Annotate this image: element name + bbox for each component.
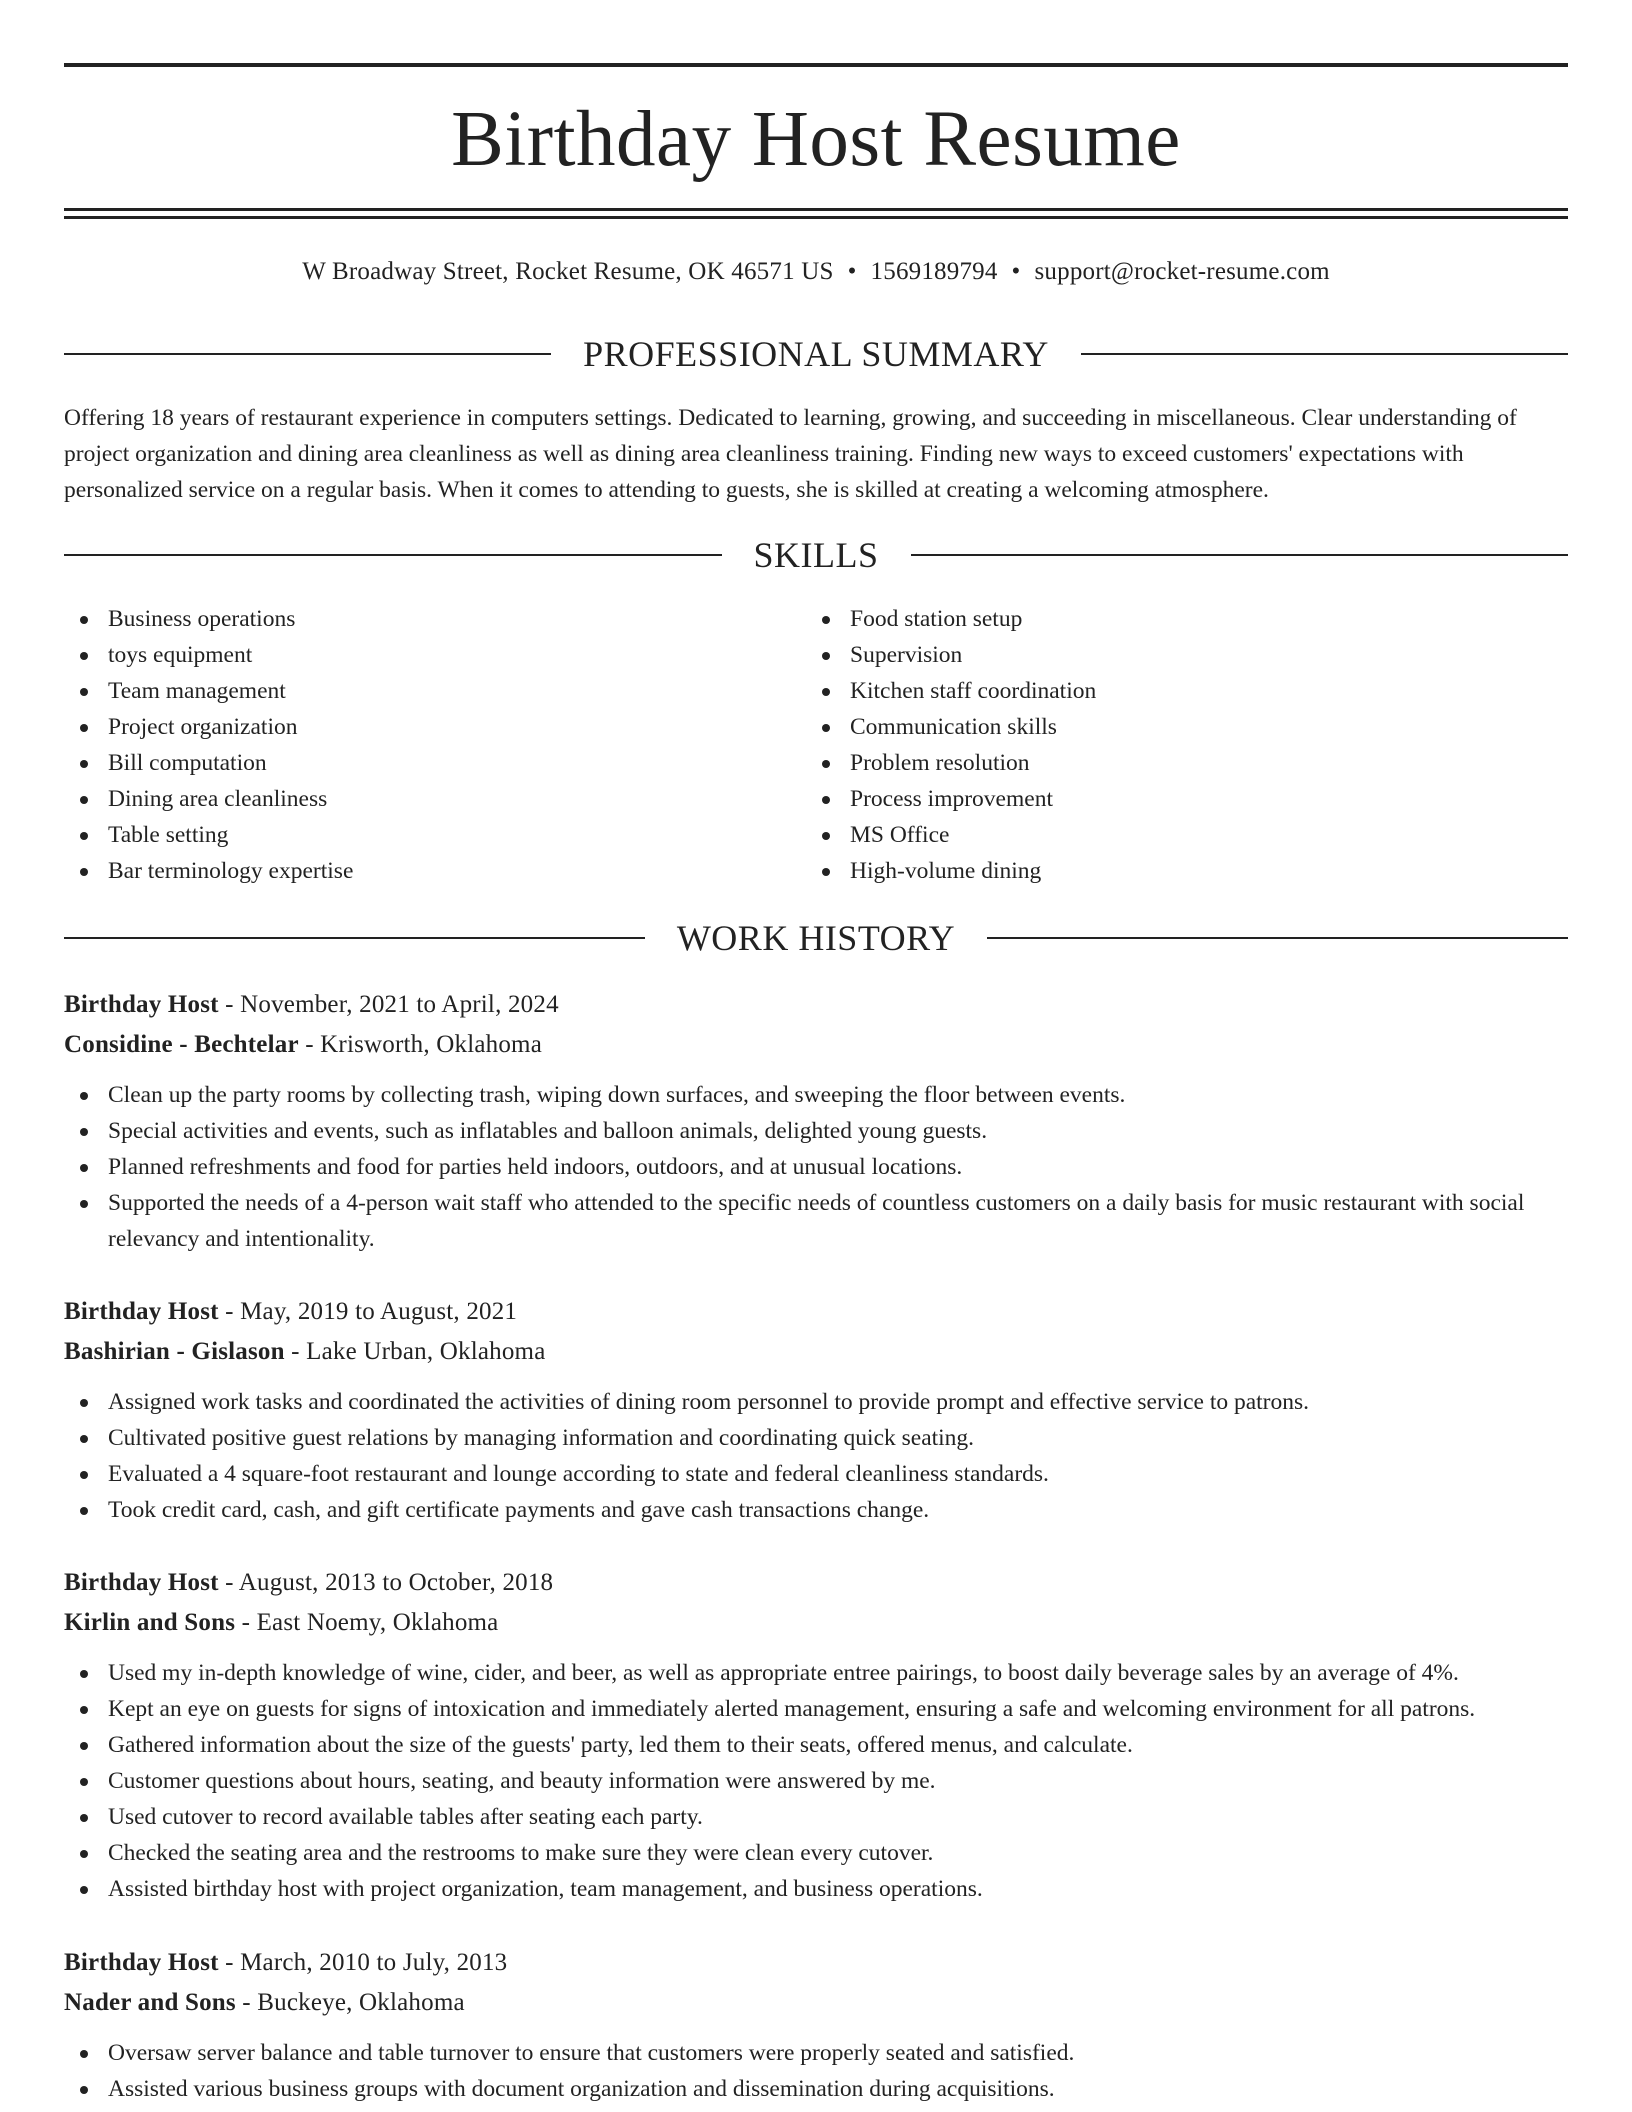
skill-item: Problem resolution: [806, 745, 1548, 781]
job-bullets: [64, 1077, 1568, 1257]
job-bullet: Supported the needs of a 4-person wait staff who attended to the specific needs of countless customers on a daily basis for music restaurant with social relevancy and intentionality.: [64, 1185, 1568, 1257]
heading-rule-right: [1081, 353, 1568, 355]
contact-line: [64, 255, 1568, 289]
heading-rule-left: [64, 937, 645, 939]
skill-item: Food station setup: [806, 601, 1548, 637]
job-bullet: Kept an eye on guests for signs of intoxication and immediately alerted management, ensuring a safe and welcoming environment for all patrons.: [64, 1691, 1568, 1727]
job-title-line: [64, 1563, 1568, 1603]
job-title: Birthday Host: [64, 991, 219, 1018]
job-bullet: Assisted various business groups with document organization and dissemination during acquisitions.: [64, 2071, 1568, 2107]
job-bullet: Assisted birthday host with project organization, team management, and business operations.: [64, 1871, 1568, 1907]
skill-item: Dining area cleanliness: [64, 781, 806, 817]
job-bullet: Oversaw server balance and table turnover to ensure that customers were properly seated and satisfied.: [64, 2035, 1568, 2071]
job-title-line: [64, 1292, 1568, 1332]
job-bullet: Special activities and events, such as inflatables and balloon animals, delighted young guests.: [64, 1113, 1568, 1149]
job-bullet: Used cutover to record available tables after seating each party.: [64, 1799, 1568, 1835]
job-bullet: Took credit card, cash, and gift certificate payments and gave cash transactions change.: [64, 1492, 1568, 1528]
contact-email: support@rocket-resume.com: [1034, 258, 1330, 285]
skill-item: Process improvement: [806, 781, 1548, 817]
skills-list: [64, 601, 1568, 889]
job-entry: [64, 1563, 1568, 1907]
skill-item: Kitchen staff coordination: [806, 673, 1548, 709]
job-dates: - November, 2021 to April, 2024: [218, 991, 559, 1018]
title-rule-lower: [64, 216, 1568, 219]
skill-item: Team management: [64, 673, 806, 709]
heading-rule-right: [911, 554, 1569, 556]
professional-summary-text: Offering 18 years of restaurant experience in computers settings. Dedicated to learning, growing, and succeeding in miscellaneous. Clear understanding of project organization and dining area cleanliness as well as dining area cleanliness training. Finding new ways to exceed customers' expectations with personalized service on a regular basis. When it comes to attending to guests, she is skilled at creating a welcoming atmosphere.: [64, 405, 1517, 503]
job-bullets: [64, 1384, 1568, 1528]
heading-rule-left: [64, 554, 722, 556]
job-location: - Krisworth, Oklahoma: [298, 1031, 542, 1058]
title-rule-upper: [64, 208, 1568, 211]
skill-item: MS Office: [806, 817, 1548, 853]
top-rule: [64, 63, 1568, 67]
skill-item: toys equipment: [64, 637, 806, 673]
job-company: Kirlin and Sons: [64, 1609, 236, 1636]
job-title: Birthday Host: [64, 1569, 219, 1596]
skill-item: Business operations: [64, 601, 806, 637]
skills-column-left: [64, 601, 806, 889]
job-company-line: [64, 1025, 1568, 1065]
contact-address: W Broadway Street, Rocket Resume, OK 46571 US: [302, 258, 834, 285]
job-dates: - August, 2013 to October, 2018: [218, 1569, 554, 1596]
job-entry: [64, 1943, 1568, 2107]
job-bullet: Clean up the party rooms by collecting trash, wiping down surfaces, and sweeping the floor between events.: [64, 1077, 1568, 1113]
job-company: Considine - Bechtelar: [64, 1031, 299, 1058]
job-bullet: Gathered information about the size of the guests' party, led them to their seats, offered menus, and calculate.: [64, 1727, 1568, 1763]
section-title: SKILLS: [753, 535, 879, 575]
job-dates: - May, 2019 to August, 2021: [218, 1298, 518, 1325]
skills-column-right: [806, 601, 1548, 889]
skill-item: Bill computation: [64, 745, 806, 781]
contact-phone: 1569189794: [870, 258, 998, 285]
job-bullet: Planned refreshments and food for parties held indoors, outdoors, and at unusual locations.: [64, 1149, 1568, 1185]
skill-item: Table setting: [64, 817, 806, 853]
job-bullet: Used my in-depth knowledge of wine, cider, and beer, as well as appropriate entree pairings, to boost daily beverage sales by an average of 4%.: [64, 1655, 1568, 1691]
job-location: - Lake Urban, Oklahoma: [284, 1338, 546, 1365]
contact-separator: •: [847, 258, 857, 285]
heading-rule-left: [64, 353, 551, 355]
job-title-line: [64, 1943, 1568, 1983]
job-company-line: [64, 1983, 1568, 2023]
job-title-line: [64, 985, 1568, 1025]
heading-rule-right: [987, 937, 1568, 939]
job-company-line: [64, 1603, 1568, 1643]
skill-item: Supervision: [806, 637, 1548, 673]
section-title: PROFESSIONAL SUMMARY: [583, 334, 1049, 374]
job-company: Nader and Sons: [64, 1989, 236, 2016]
job-location: - East Noemy, Oklahoma: [235, 1609, 499, 1636]
skill-item: Bar terminology expertise: [64, 853, 806, 889]
job-entry: [64, 1292, 1568, 1528]
skill-item: Project organization: [64, 709, 806, 745]
job-bullets: [64, 2035, 1568, 2107]
contact-separator: •: [1011, 258, 1021, 285]
job-entry: [64, 985, 1568, 1257]
job-company: Bashirian - Gislason: [64, 1338, 285, 1365]
job-bullet: Customer questions about hours, seating, and beauty information were answered by me.: [64, 1763, 1568, 1799]
section-heading-skills: [64, 535, 1568, 575]
job-bullet: Evaluated a 4 square-foot restaurant and lounge according to state and federal cleanliness standards.: [64, 1456, 1568, 1492]
section-heading-work-history: [64, 918, 1568, 958]
resume-title: Birthday Host Resume: [451, 96, 1181, 183]
skill-item: Communication skills: [806, 709, 1548, 745]
job-dates: - March, 2010 to July, 2013: [218, 1949, 508, 1976]
section-heading-summary: [64, 334, 1568, 374]
job-title: Birthday Host: [64, 1298, 219, 1325]
section-title: WORK HISTORY: [676, 918, 956, 958]
job-company-line: [64, 1332, 1568, 1372]
job-bullet: Cultivated positive guest relations by managing information and coordinating quick seating.: [64, 1420, 1568, 1456]
skill-item: High-volume dining: [806, 853, 1548, 889]
job-bullet: Checked the seating area and the restrooms to make sure they were clean every cutover.: [64, 1835, 1568, 1871]
job-title: Birthday Host: [64, 1949, 219, 1976]
job-bullet: Assigned work tasks and coordinated the activities of dining room personnel to provide prompt and effective service to patrons.: [64, 1384, 1568, 1420]
job-location: - Buckeye, Oklahoma: [235, 1989, 465, 2016]
job-bullets: [64, 1655, 1568, 1907]
